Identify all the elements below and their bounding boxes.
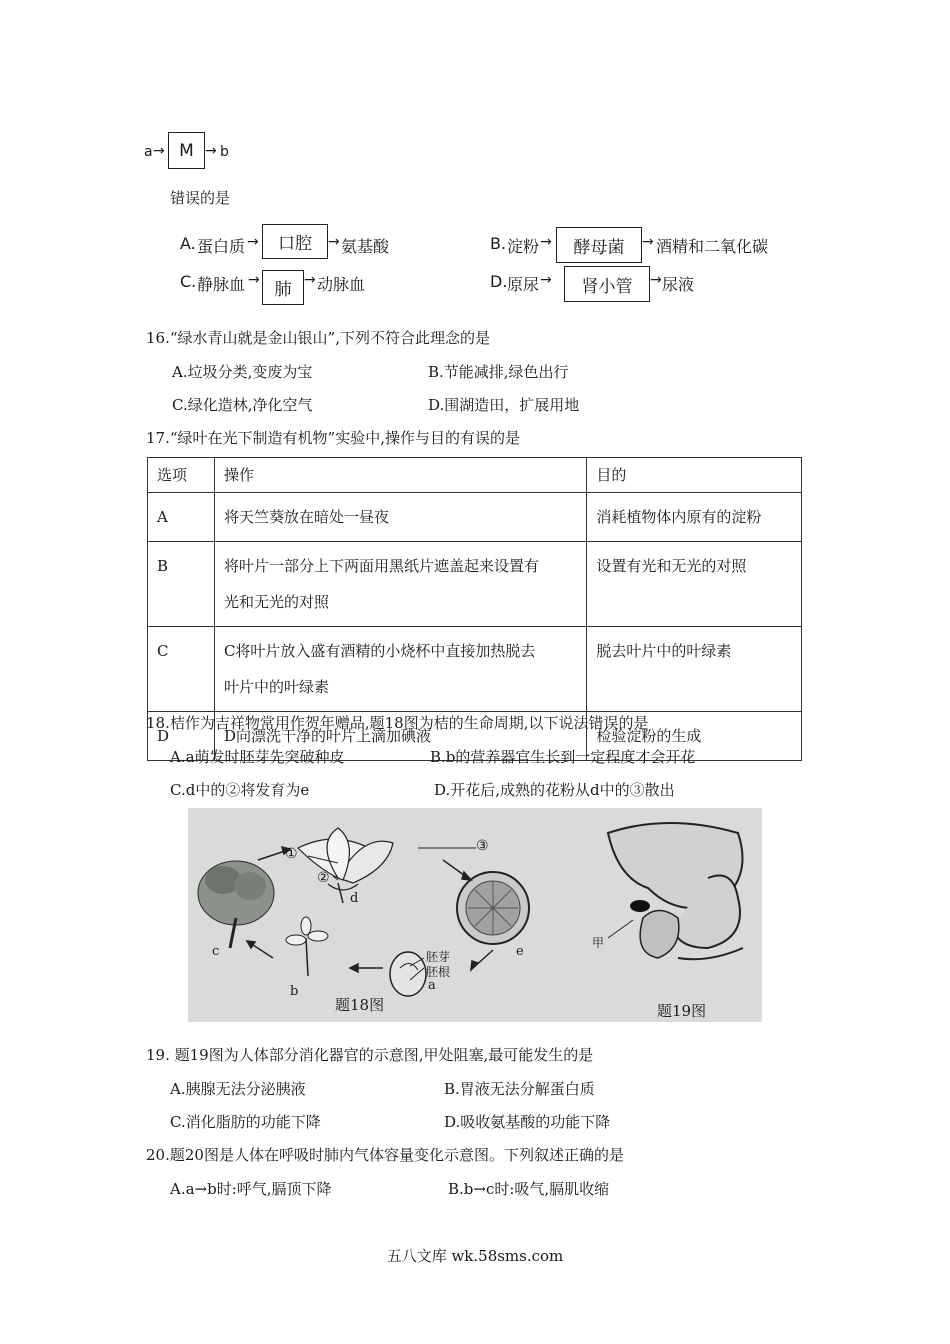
tree-icon <box>198 861 274 948</box>
organ-label: 口腔 <box>278 234 312 254</box>
figure-19-caption: 题19图 <box>657 1002 707 1020</box>
seed-icon <box>390 952 426 996</box>
cell-line: C将叶片放入盛有酒精的小烧杯中直接加热脱去 <box>223 642 536 660</box>
q16-option-c: C.绿化造林,净化空气 <box>172 396 313 414</box>
option-input: 静脉血 <box>197 275 246 294</box>
organ-label: 酵母菌 <box>573 237 625 258</box>
table-row <box>148 542 802 627</box>
table-cell: 设置有光和无光的对照 <box>587 542 802 627</box>
q16-stem: 16.“绿水青山就是金山银山”,下列不符合此理念的是 <box>146 329 490 347</box>
table-cell: B <box>148 542 215 627</box>
seedling-icon <box>286 917 328 976</box>
organ-label: 肾小管 <box>581 276 633 297</box>
arrow-icon: → <box>540 272 552 288</box>
label-d: d <box>350 891 359 906</box>
organ-label: 肺 <box>274 280 292 300</box>
arrow-icon: → <box>248 272 260 288</box>
table-cell: 检验淀粉的生成 <box>587 712 802 761</box>
q19-option-a: A.胰腺无法分泌胰液 <box>170 1080 306 1098</box>
option-output: 氨基酸 <box>341 237 390 256</box>
option-letter: B. <box>490 234 507 253</box>
q18-option-c: C.d中的②将发育为e <box>170 781 310 799</box>
q18-option-b: B.b的营养器官生长到一定程度才会开花 <box>430 748 696 766</box>
diagram-a: a <box>144 144 153 160</box>
cell-line: 叶片中的叶绿素 <box>223 678 329 696</box>
q18-option-a: A.a萌发时胚芽先突破种皮 <box>170 748 345 766</box>
label-e: e <box>516 944 524 959</box>
option-input: 淀粉 <box>507 237 540 256</box>
organ-box <box>564 266 650 302</box>
organ-box <box>262 270 304 305</box>
cell-line: 将天竺葵放在暗处一昼夜 <box>223 508 389 526</box>
q20-stem: 20.题20图是人体在呼吸时肺内气体容量变化示意图。下列叙述正确的是 <box>146 1146 624 1164</box>
figure-drawing <box>188 808 762 1022</box>
q19-option-c: C.消化脂肪的功能下降 <box>170 1113 321 1131</box>
option-letter: A. <box>180 234 196 253</box>
label-peiya: 胚芽 <box>426 950 451 964</box>
option-output: 酒精和二氧化碳 <box>656 237 769 256</box>
q16-option-a: A.垃圾分类,变废为宝 <box>172 363 313 381</box>
q20-option-b: B.b→c时:吸气,膈肌收缩 <box>448 1180 610 1198</box>
table-cell: D <box>148 712 215 761</box>
option-letter: C. <box>180 272 197 291</box>
label-a: a <box>428 978 436 993</box>
cell-line: D向漂洗干净的叶片上滴加碘液 <box>223 727 431 745</box>
table-header-row <box>148 458 802 493</box>
cell-line: 将叶片一部分上下两面用黑纸片遮盖起来设置有 <box>223 557 539 575</box>
page-footer: 五八文库 wk.58sms.com <box>386 1247 564 1265</box>
diagram-m-box <box>168 132 205 169</box>
figure-18-caption: 题18图 <box>335 996 385 1014</box>
arrow-icon: → <box>540 234 552 250</box>
q17-stem: 17.“绿叶在光下制造有机物”实验中,操作与目的有误的是 <box>146 429 520 447</box>
table-header: 操作 <box>214 458 586 493</box>
arrow-icon: → <box>304 272 316 288</box>
arrow-icon: → <box>328 234 340 250</box>
label-b: b <box>290 984 299 999</box>
label-jia: 甲 <box>592 936 605 950</box>
table-cell: A <box>148 493 215 542</box>
q16-option-d: D.围湖造田，扩展用地 <box>428 396 580 414</box>
q16-option-b: B.节能减排,绿色出行 <box>428 363 569 381</box>
label-1: ① <box>285 846 298 862</box>
label-c: c <box>212 944 220 959</box>
label-peigen: 胚根 <box>426 965 451 979</box>
arrow-icon: → <box>642 234 654 250</box>
table-header: 选项 <box>148 458 215 493</box>
q20-option-a: A.a→b时:呼气,膈顶下降 <box>170 1180 332 1198</box>
cell-line: 光和无光的对照 <box>223 593 329 611</box>
option-letter: D. <box>490 272 508 291</box>
arrow-icon: → <box>205 143 217 159</box>
arrow-icon: → <box>650 272 662 288</box>
diagram-b: b <box>220 144 229 160</box>
table-cell <box>214 627 586 712</box>
table-row <box>148 493 802 542</box>
q18-option-d: D.开花后,成熟的花粉从d中的③散出 <box>434 781 675 799</box>
table-cell: C <box>148 627 215 712</box>
table-cell <box>214 493 586 542</box>
q15-stem: 错误的是 <box>170 189 231 207</box>
organ-box <box>262 224 328 259</box>
arrow-icon: → <box>247 234 259 250</box>
table-cell: 消耗植物体内原有的淀粉 <box>587 493 802 542</box>
flower-icon <box>298 828 393 903</box>
q19-stem: 19. 题19图为人体部分消化器官的示意图,甲处阻塞,最可能发生的是 <box>146 1046 594 1064</box>
fruit-icon <box>457 872 529 944</box>
table-header: 目的 <box>587 458 802 493</box>
digestive-organs-icon <box>608 823 743 959</box>
q18-stem: 18.桔作为吉祥物常用作贺年赠品,题18图为桔的生命周期,以下说法错误的是 <box>146 714 649 732</box>
option-output: 动脉血 <box>317 275 366 294</box>
q19-option-b: B.胃液无法分解蛋白质 <box>444 1080 595 1098</box>
table-cell: 脱去叶片中的叶绿素 <box>587 627 802 712</box>
label-3: ③ <box>476 838 489 854</box>
organ-box <box>556 227 642 263</box>
option-input: 原尿 <box>507 275 540 294</box>
option-input: 蛋白质 <box>197 237 246 256</box>
arrow-icon: → <box>153 143 165 159</box>
table-row <box>148 627 802 712</box>
table-cell <box>214 542 586 627</box>
diagram-m: M <box>179 140 194 161</box>
q19-option-d: D.吸收氨基酸的功能下降 <box>444 1113 611 1131</box>
figure-18-19 <box>188 808 762 1022</box>
option-output: 尿液 <box>662 275 695 294</box>
label-2: ② <box>317 870 330 886</box>
